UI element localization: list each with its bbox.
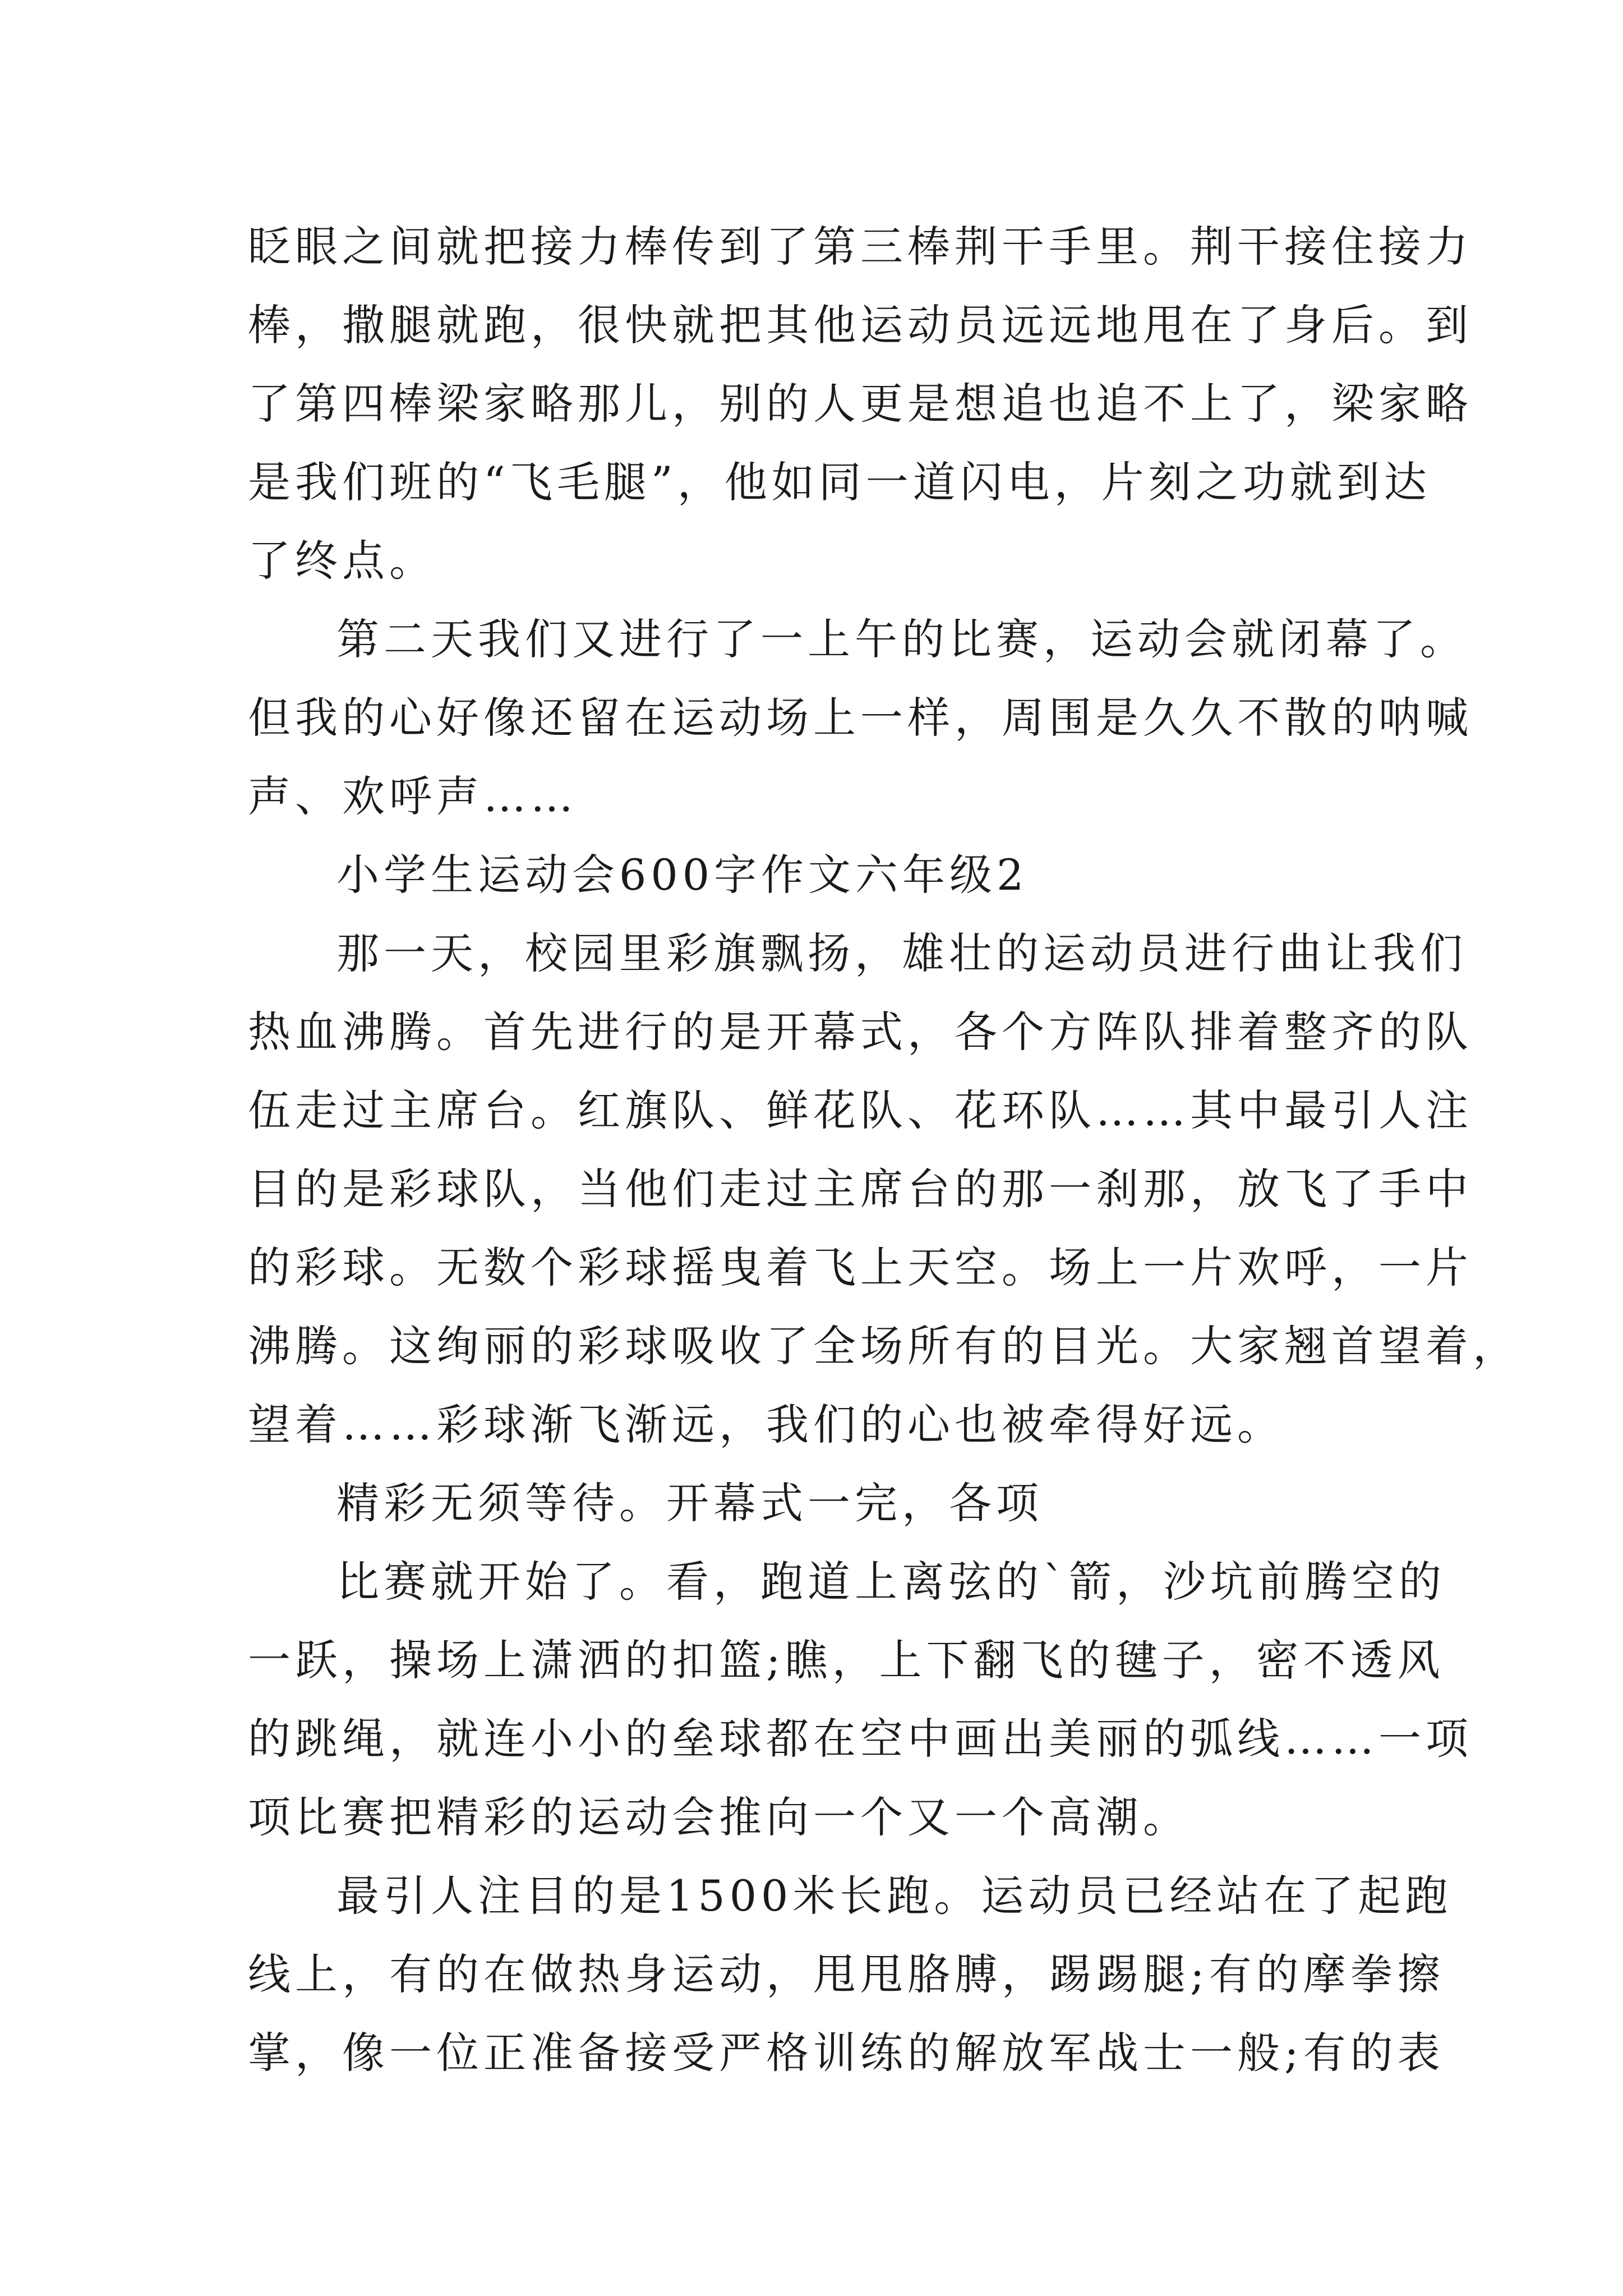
text-line: 掌，像一位正准备接受严格训练的解放军战士一般;有的表 bbox=[248, 2028, 1445, 2078]
paragraph-start-line: 那一天，校园里彩旗飘扬，雄壮的运动员进行曲让我们 bbox=[336, 928, 1467, 978]
text-line: 目的是彩球队，当他们走过主席台的那一刹那，放飞了手中 bbox=[248, 1164, 1473, 1214]
paragraph-start-line: 比赛就开始了。看，跑道上离弦的`箭，沙坑前腾空的 bbox=[336, 1557, 1446, 1607]
text-line: 沸腾。这绚丽的彩球吸收了全场所有的目光。大家翘首望着， bbox=[248, 1321, 1520, 1371]
document-body bbox=[248, 208, 1520, 2092]
section-title: 小学生运动会600字作文六年级2 bbox=[336, 850, 1029, 900]
text-line: 热血沸腾。首先进行的是开幕式，各个方阵队排着整齐的队 bbox=[248, 1007, 1473, 1057]
text-line: 的跳绳，就连小小的垒球都在空中画出美丽的弧线……一项 bbox=[248, 1714, 1473, 1764]
text-line: 棒，撒腿就跑，很快就把其他运动员远远地甩在了身后。到 bbox=[248, 300, 1473, 350]
text-line: 项比赛把精彩的运动会推向一个又一个高潮。 bbox=[248, 1792, 1190, 1842]
text-line: 的彩球。无数个彩球摇曳着飞上天空。场上一片欢呼，一片 bbox=[248, 1243, 1473, 1292]
paragraph-start-line: 第二天我们又进行了一上午的比赛，运动会就闭幕了。 bbox=[336, 614, 1467, 664]
text-line: 一跃，操场上潇洒的扣篮;瞧，上下翻飞的毽子，密不透风 bbox=[248, 1635, 1445, 1685]
paragraph-start-line: 精彩无须等待。开幕式一完，各项 bbox=[336, 1478, 1043, 1528]
text-line: 但我的心好像还留在运动场上一样，周围是久久不散的呐喊 bbox=[248, 693, 1473, 743]
text-line: 伍走过主席台。红旗队、鲜花队、花环队……其中最引人注 bbox=[248, 1085, 1473, 1135]
text-line: 是我们班的“飞毛腿”，他如同一道闪电，片刻之功就到达 bbox=[248, 457, 1431, 507]
text-line: 声、欢呼声…… bbox=[248, 771, 578, 821]
text-line: 了第四棒梁家略那儿，别的人更是想追也追不上了，梁家略 bbox=[248, 379, 1473, 429]
text-line: 了终点。 bbox=[248, 536, 436, 586]
paragraph-start-line: 最引人注目的是1500米长跑。运动员已经站在了起跑 bbox=[336, 1871, 1453, 1921]
text-line: 望着……彩球渐飞渐远，我们的心也被牵得好远。 bbox=[248, 1400, 1284, 1450]
text-line: 眨眼之间就把接力棒传到了第三棒荆干手里。荆干接住接力 bbox=[248, 222, 1473, 272]
text-line: 线上，有的在做热身运动，甩甩胳膊，踢踢腿;有的摩拳擦 bbox=[248, 1949, 1445, 1999]
